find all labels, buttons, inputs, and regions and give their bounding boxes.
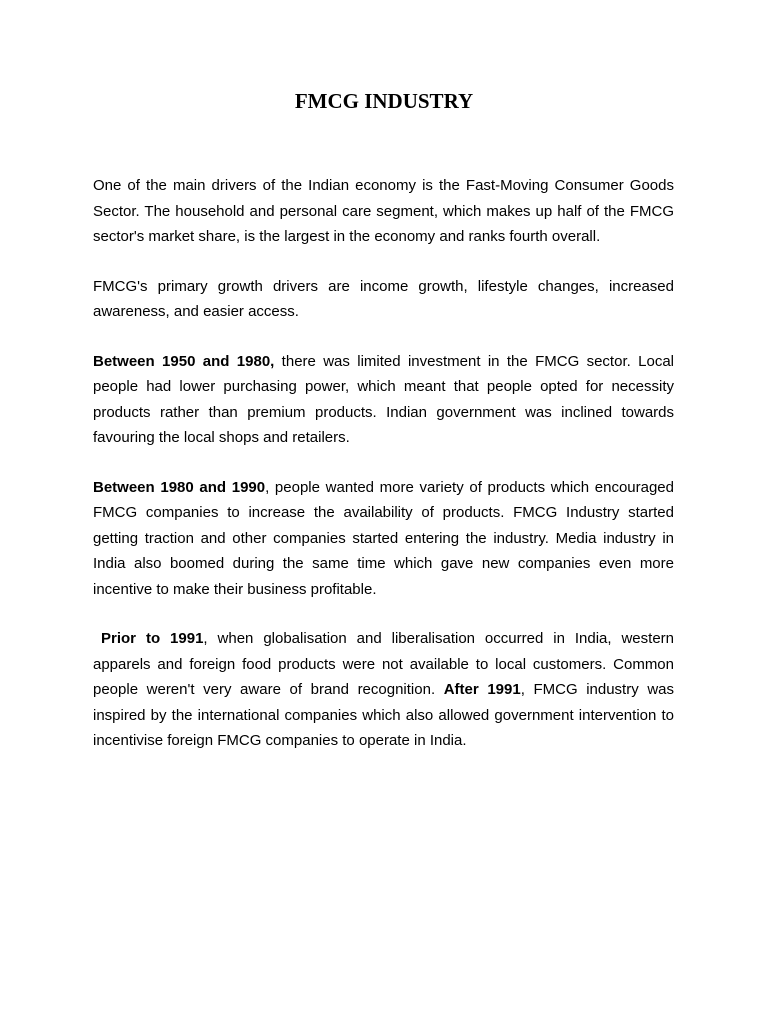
paragraph-1950-1980 — [93, 349, 674, 451]
paragraph-1991 — [93, 626, 674, 754]
paragraph-text: , people wanted more variety of products which encouraged FMCG companies to increase the availability of products. FMCG Industry started getting traction and other companies started entering the industry. Media industry in India also boomed during the same time which gave new companies even more incentive to make their business profitable. — [93, 478, 674, 598]
paragraph-text: , FMCG industry was inspired by the international companies which also allowed government intervention to incentivise foreign FMCG companies to operate in India. — [93, 681, 674, 749]
paragraph-fmcg-intro — [93, 173, 674, 250]
paragraph-growth-drivers — [93, 274, 674, 325]
paragraph-bold-mid: After 1991 — [443, 681, 521, 698]
paragraph-bold-lead: Prior to 1991 — [101, 630, 204, 647]
paragraph-1980-1990 — [93, 475, 674, 603]
document-body — [93, 173, 674, 778]
paragraph-bold-lead: Between 1950 and 1980, — [93, 352, 275, 370]
document-title: FMCG INDUSTRY — [294, 89, 474, 113]
paragraph-text: FMCG's primary growth drivers are income growth, lifestyle changes, increased awareness, and easier access. — [93, 277, 674, 320]
paragraph-text: , when globalisation and liberalisation occurred in India, western apparels and foreign food products were not available to local customers. Common people weren't very aware of brand recognition. — [93, 630, 675, 698]
paragraph-text: One of the main drivers of the Indian economy is the Fast-Moving Consumer Goods Sector. The household and personal care segment, which makes up half of the FMCG sector's market share, is the largest in the economy and ranks fourth overall. — [93, 177, 674, 245]
paragraph-bold-lead: Between 1980 and 1990 — [93, 478, 266, 496]
paragraph-text: there was limited investment in the FMCG sector. Local people had lower purchasing power, which meant that people opted for necessity products rather than premium products. Indian government was inclined towards favouring the local shops and retailers. — [93, 352, 674, 446]
